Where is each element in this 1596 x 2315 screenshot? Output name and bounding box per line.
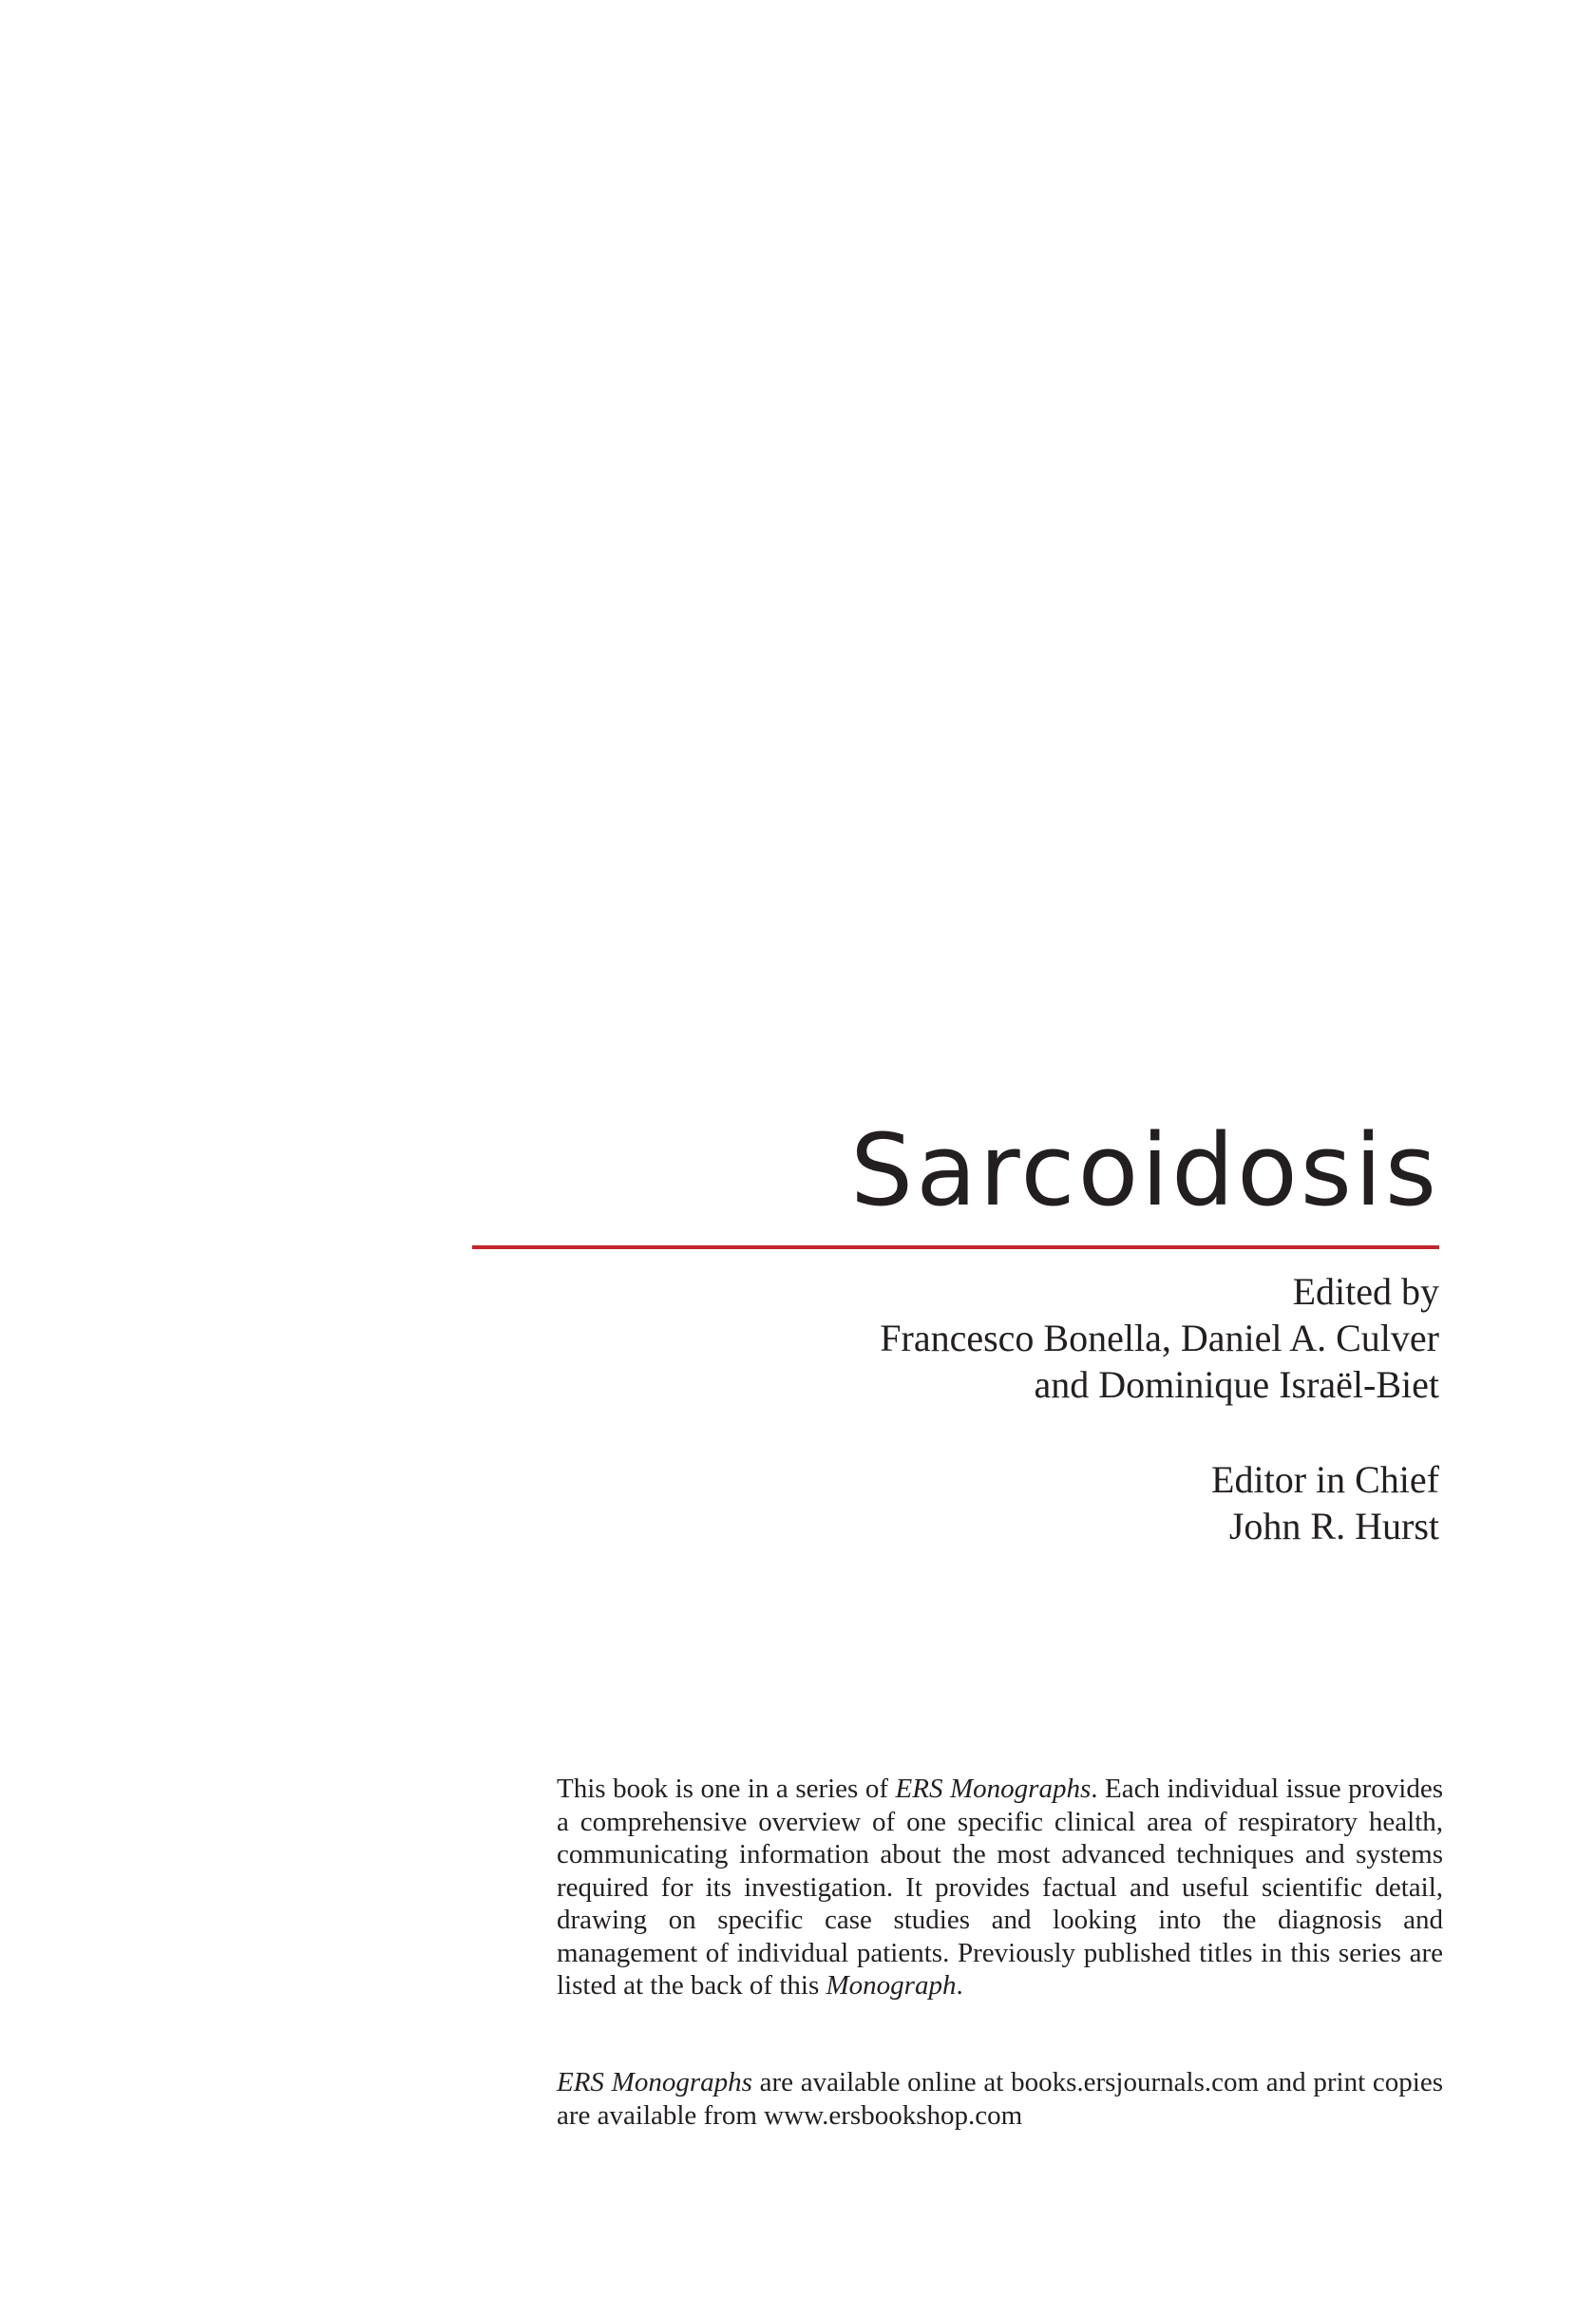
availability-text: are available online at books.ersjournals.com and print copies are available from www.ersbookshop.com [557,2067,1443,2131]
availability-note [557,2066,1443,2132]
editors-line-2: and Dominique Israël-Biet [1034,1363,1439,1406]
monograph-word: Monograph [826,1970,957,2001]
edited-by-label: Edited by [1292,1270,1439,1313]
series-name: ERS Monographs [895,1774,1092,1804]
availability-series-name: ERS Monographs [557,2067,752,2097]
description-part-3: . [956,1970,963,2001]
editor-in-chief-name: John R. Hurst [1228,1505,1439,1547]
series-description [557,1773,1443,2002]
editor-in-chief-block [1211,1456,1439,1549]
title-divider [472,1245,1439,1249]
editor-in-chief-label: Editor in Chief [1211,1458,1439,1501]
book-title: Sarcoidosis [850,1112,1439,1228]
editors-line-1: Francesco Bonella, Daniel A. Culver [880,1317,1439,1359]
editors-block [880,1268,1439,1408]
description-part-1: This book is one in a series of [557,1774,896,1804]
description-part-2: . Each individual issue provides a comprehensive overview of one specific clinical area of respiratory health, communicating information about the most advanced techniques and systems required for its investigation. It provides factual and useful scientific detail, drawing on specific case studies and looking into the diagnosis and management of individual patients. Previously published titles in this series are listed at the back of this [557,1774,1443,2001]
